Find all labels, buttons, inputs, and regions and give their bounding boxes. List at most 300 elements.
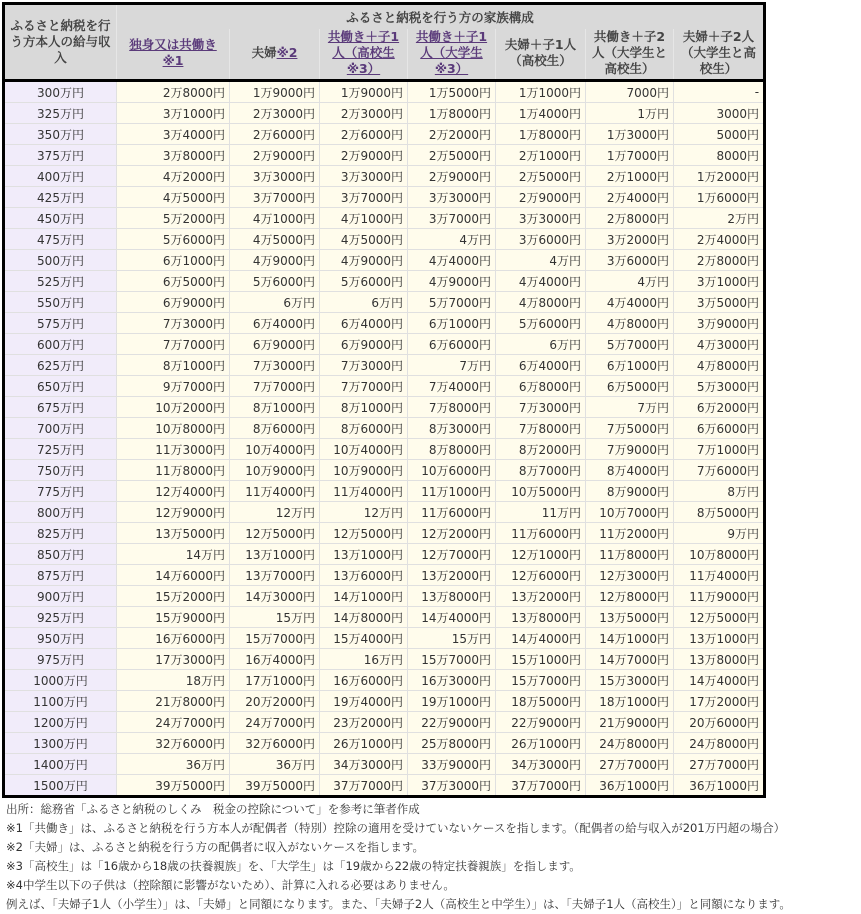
income-cell: 500万円 [4, 250, 117, 271]
table-row [4, 208, 765, 229]
income-cell: 550万円 [4, 292, 117, 313]
deduction-limit-cell: 2万9000円 [496, 187, 586, 208]
table-row [4, 271, 765, 292]
deduction-limit-cell: 11万2000円 [586, 523, 674, 544]
column-header-label: 夫婦＋子1人（高校生） [504, 37, 577, 68]
column-header-3 [408, 29, 496, 81]
deduction-limit-cell: 4万1000円 [320, 208, 408, 229]
deduction-limit-cell: 3万3000円 [496, 208, 586, 229]
deduction-limit-cell: 5万6000円 [496, 313, 586, 334]
deduction-limit-cell: 13万1000円 [674, 628, 765, 649]
deduction-limit-cell: 1万8000円 [408, 103, 496, 124]
deduction-limit-cell: 7万5000円 [586, 418, 674, 439]
deduction-limit-cell: 7万7000円 [117, 334, 230, 355]
deduction-limit-cell: 2万8000円 [674, 250, 765, 271]
table-row [4, 754, 765, 775]
table-header [4, 4, 765, 81]
deduction-limit-cell: 6万円 [496, 334, 586, 355]
column-header-label: 夫婦＋子2人（大学生と高校生） [681, 29, 757, 76]
table-row [4, 502, 765, 523]
deduction-limit-cell: 5万6000円 [230, 271, 320, 292]
deduction-limit-cell: 18万5000円 [496, 691, 586, 712]
deduction-limit-cell: 8万1000円 [320, 397, 408, 418]
deduction-limit-cell: 14万1000円 [320, 586, 408, 607]
table-row [4, 334, 765, 355]
deduction-limit-cell: 1万7000円 [586, 145, 674, 166]
deduction-limit-cell: 5万2000円 [117, 208, 230, 229]
deduction-limit-cell: 36万1000円 [586, 775, 674, 797]
deduction-limit-cell: 4万円 [586, 271, 674, 292]
deduction-limit-cell: 4万9000円 [320, 250, 408, 271]
deduction-limit-cell: 11万8000円 [117, 460, 230, 481]
deduction-limit-cell: 15万3000円 [586, 670, 674, 691]
deduction-limit-cell: 1万5000円 [408, 81, 496, 103]
deduction-limit-cell: 16万円 [320, 649, 408, 670]
column-header-label: 夫婦 [251, 45, 277, 60]
footnote-ref: ※1 [162, 53, 184, 68]
deduction-limit-cell: 7万7000円 [320, 376, 408, 397]
deduction-limit-cell: 1万9000円 [320, 81, 408, 103]
deduction-limit-cell: 8万7000円 [496, 460, 586, 481]
table-row [4, 124, 765, 145]
deduction-limit-cell: 7万8000円 [408, 397, 496, 418]
table-row [4, 355, 765, 376]
deduction-limit-cell: 16万6000円 [320, 670, 408, 691]
deduction-limit-cell: 1万4000円 [496, 103, 586, 124]
deduction-limit-cell: 6万6000円 [408, 334, 496, 355]
deduction-limit-cell: 11万4000円 [320, 481, 408, 502]
deduction-limit-cell: 1万6000円 [674, 187, 765, 208]
deduction-limit-cell: 8万円 [674, 481, 765, 502]
deduction-limit-cell: 26万1000円 [496, 733, 586, 754]
deduction-limit-cell: 2万9000円 [230, 145, 320, 166]
column-header-label: 共働き＋子1人（大学生 [415, 29, 488, 60]
deduction-limit-cell: 3万3000円 [408, 187, 496, 208]
deduction-limit-cell: 3000円 [674, 103, 765, 124]
income-cell: 425万円 [4, 187, 117, 208]
deduction-limit-cell: 16万3000円 [408, 670, 496, 691]
deduction-limit-cell: 7万6000円 [674, 460, 765, 481]
deduction-limit-cell: 3万1000円 [117, 103, 230, 124]
deduction-limit-cell: 6万5000円 [586, 376, 674, 397]
deduction-limit-cell: 2万2000円 [408, 124, 496, 145]
table-row [4, 712, 765, 733]
deduction-limit-cell: 15万4000円 [320, 628, 408, 649]
deduction-limit-cell: 11万4000円 [674, 565, 765, 586]
deduction-limit-cell: 4万5000円 [230, 229, 320, 250]
table-row [4, 628, 765, 649]
deduction-limit-cell: 4万5000円 [320, 229, 408, 250]
table-row [4, 145, 765, 166]
income-cell: 1500万円 [4, 775, 117, 797]
table-row [4, 481, 765, 502]
deduction-limit-cell: 23万2000円 [320, 712, 408, 733]
deduction-limit-cell: 18万1000円 [586, 691, 674, 712]
deduction-limit-cell: 5万6000円 [320, 271, 408, 292]
deduction-limit-cell: 15万7000円 [496, 670, 586, 691]
income-cell: 1200万円 [4, 712, 117, 733]
footnote-ref: ※3） [434, 61, 469, 76]
deduction-limit-cell: 8万4000円 [586, 460, 674, 481]
deduction-limit-cell: 33万9000円 [408, 754, 496, 775]
income-cell: 675万円 [4, 397, 117, 418]
deduction-limit-cell: 18万円 [117, 670, 230, 691]
table-row [4, 292, 765, 313]
income-cell: 750万円 [4, 460, 117, 481]
deduction-limit-cell: 13万1000円 [320, 544, 408, 565]
deduction-limit-cell: 11万9000円 [674, 586, 765, 607]
deduction-limit-cell: 10万5000円 [496, 481, 586, 502]
deduction-limit-cell: 10万8000円 [117, 418, 230, 439]
table-row [4, 250, 765, 271]
deduction-limit-cell: 14万7000円 [586, 649, 674, 670]
deduction-limit-cell: 3万2000円 [586, 229, 674, 250]
income-cell: 975万円 [4, 649, 117, 670]
deduction-limit-cell: 7万3000円 [230, 355, 320, 376]
deduction-limit-cell: 3万7000円 [320, 187, 408, 208]
income-cell: 1000万円 [4, 670, 117, 691]
deduction-limit-cell: 14万4000円 [408, 607, 496, 628]
deduction-limit-cell: 6万円 [320, 292, 408, 313]
deduction-limit-cell: 4万2000円 [117, 166, 230, 187]
deduction-limit-cell: 37万7000円 [320, 775, 408, 797]
deduction-limit-cell: 11万3000円 [117, 439, 230, 460]
deduction-limit-cell: 11万6000円 [408, 502, 496, 523]
deduction-limit-cell: 3万7000円 [230, 187, 320, 208]
deduction-limit-cell: 3万3000円 [230, 166, 320, 187]
deduction-limit-cell: 2万3000円 [320, 103, 408, 124]
deduction-limit-cell: 12万3000円 [586, 565, 674, 586]
furusato-deduction-table [2, 2, 766, 798]
deduction-limit-cell: 5万7000円 [586, 334, 674, 355]
deduction-limit-cell: 1万8000円 [496, 124, 586, 145]
deduction-limit-cell: 2万9000円 [408, 166, 496, 187]
deduction-limit-cell: 3万7000円 [408, 208, 496, 229]
income-cell: 525万円 [4, 271, 117, 292]
footnote: 例えば、「夫婦子1人（小学生）」は、「夫婦」と同額になります。また、「夫婦子2人（高校生と中学生）」は、「夫婦子1人（高校生）」と同額になります。 [6, 897, 791, 911]
deduction-limit-cell: 9万7000円 [117, 376, 230, 397]
deduction-limit-cell: 6万4000円 [320, 313, 408, 334]
column-header-4 [496, 29, 586, 81]
deduction-limit-cell: 36万円 [230, 754, 320, 775]
deduction-limit-cell: 22万9000円 [496, 712, 586, 733]
income-cell: 1400万円 [4, 754, 117, 775]
table-row [4, 733, 765, 754]
column-header-2 [320, 29, 408, 81]
deduction-limit-cell: 6万1000円 [117, 250, 230, 271]
deduction-limit-cell: 10万4000円 [320, 439, 408, 460]
deduction-limit-cell: 7万3000円 [320, 355, 408, 376]
deduction-limit-cell: 17万2000円 [674, 691, 765, 712]
deduction-limit-cell: 2万1000円 [586, 166, 674, 187]
deduction-limit-cell: 12万1000円 [496, 544, 586, 565]
deduction-limit-cell: 15万円 [230, 607, 320, 628]
deduction-limit-cell: 24万8000円 [674, 733, 765, 754]
deduction-limit-cell: - [674, 81, 765, 103]
deduction-limit-cell: 6万8000円 [496, 376, 586, 397]
deduction-limit-cell: 7万4000円 [408, 376, 496, 397]
deduction-limit-cell: 3万9000円 [674, 313, 765, 334]
deduction-limit-cell: 15万9000円 [117, 607, 230, 628]
deduction-limit-cell: 13万5000円 [117, 523, 230, 544]
footnote: ※3「高校生」は「16歳から18歳の扶養親族」を、「大学生」は「19歳から22歳の特定扶養親族」を指します。 [6, 859, 581, 873]
income-cell: 950万円 [4, 628, 117, 649]
table-row [4, 544, 765, 565]
deduction-limit-cell: 10万9000円 [230, 460, 320, 481]
deduction-limit-cell: 25万8000円 [408, 733, 496, 754]
deduction-limit-cell: 4万8000円 [586, 313, 674, 334]
deduction-limit-cell: 3万4000円 [117, 124, 230, 145]
deduction-limit-cell: 21万8000円 [117, 691, 230, 712]
deduction-limit-cell: 21万9000円 [586, 712, 674, 733]
income-cell: 800万円 [4, 502, 117, 523]
deduction-limit-cell: 10万6000円 [408, 460, 496, 481]
income-cell: 700万円 [4, 418, 117, 439]
deduction-limit-cell: 8万6000円 [320, 418, 408, 439]
deduction-limit-cell: 34万3000円 [320, 754, 408, 775]
deduction-limit-cell: 16万6000円 [117, 628, 230, 649]
income-cell: 900万円 [4, 586, 117, 607]
deduction-limit-cell: 6万6000円 [674, 418, 765, 439]
deduction-limit-cell: 6万1000円 [586, 355, 674, 376]
deduction-limit-cell: 12万2000円 [408, 523, 496, 544]
deduction-limit-cell: 8万5000円 [674, 502, 765, 523]
deduction-limit-cell: 12万5000円 [320, 523, 408, 544]
deduction-limit-cell: 24万7000円 [230, 712, 320, 733]
deduction-limit-cell: 3万5000円 [674, 292, 765, 313]
deduction-limit-cell: 22万9000円 [408, 712, 496, 733]
income-cell: 325万円 [4, 103, 117, 124]
deduction-limit-cell: 36万1000円 [674, 775, 765, 797]
column-header-1 [230, 29, 320, 81]
table-row [4, 586, 765, 607]
deduction-limit-cell: 15万2000円 [117, 586, 230, 607]
deduction-limit-cell: 14万8000円 [320, 607, 408, 628]
source-note: 出所：総務省「ふるさと納税のしくみ 税金の控除について」を参考に筆者作成 [6, 802, 420, 816]
table-row [4, 229, 765, 250]
column-header-link[interactable] [328, 29, 399, 76]
deduction-limit-cell: 13万5000円 [586, 607, 674, 628]
column-header-0 [117, 29, 230, 81]
footnote-ref: ※3） [346, 61, 381, 76]
deduction-limit-cell: 10万2000円 [117, 397, 230, 418]
deduction-limit-cell: 4万9000円 [408, 271, 496, 292]
deduction-limit-cell: 2万3000円 [230, 103, 320, 124]
footnotes [2, 800, 861, 914]
income-cell: 1300万円 [4, 733, 117, 754]
deduction-limit-cell: 15万1000円 [496, 649, 586, 670]
deduction-limit-cell: 4万4000円 [408, 250, 496, 271]
income-cell: 825万円 [4, 523, 117, 544]
deduction-limit-cell: 1万3000円 [586, 124, 674, 145]
family-structure-header: ふるさと納税を行う方の家族構成 [117, 4, 765, 30]
column-header-link[interactable] [416, 29, 487, 76]
deduction-limit-cell: 13万8000円 [496, 607, 586, 628]
deduction-limit-cell: 20万6000円 [674, 712, 765, 733]
deduction-limit-cell: 3万8000円 [117, 145, 230, 166]
deduction-limit-cell: 7万7000円 [230, 376, 320, 397]
column-header-6 [674, 29, 765, 81]
income-cell: 850万円 [4, 544, 117, 565]
deduction-limit-cell: 13万2000円 [408, 565, 496, 586]
deduction-limit-cell: 13万8000円 [674, 649, 765, 670]
income-cell: 725万円 [4, 439, 117, 460]
deduction-limit-cell: 7万円 [408, 355, 496, 376]
deduction-limit-cell: 7万8000円 [496, 418, 586, 439]
deduction-limit-cell: 4万8000円 [496, 292, 586, 313]
deduction-limit-cell: 1万9000円 [230, 81, 320, 103]
deduction-limit-cell: 6万1000円 [408, 313, 496, 334]
deduction-limit-cell: 3万3000円 [320, 166, 408, 187]
deduction-limit-cell: 13万8000円 [408, 586, 496, 607]
deduction-limit-cell: 12万8000円 [586, 586, 674, 607]
table-row [4, 397, 765, 418]
table-row [4, 670, 765, 691]
deduction-limit-cell: 19万1000円 [408, 691, 496, 712]
deduction-limit-cell: 27万7000円 [674, 754, 765, 775]
deduction-limit-cell: 2万9000円 [320, 145, 408, 166]
deduction-limit-cell: 26万1000円 [320, 733, 408, 754]
deduction-limit-cell: 9万円 [674, 523, 765, 544]
table-row [4, 166, 765, 187]
table-row [4, 691, 765, 712]
deduction-limit-cell: 2万5000円 [496, 166, 586, 187]
deduction-limit-cell: 13万7000円 [230, 565, 320, 586]
deduction-limit-cell: 37万7000円 [496, 775, 586, 797]
deduction-limit-cell: 13万6000円 [320, 565, 408, 586]
deduction-limit-cell: 5万7000円 [408, 292, 496, 313]
deduction-limit-cell: 6万4000円 [496, 355, 586, 376]
deduction-limit-cell: 4万8000円 [674, 355, 765, 376]
deduction-limit-cell: 7万9000円 [586, 439, 674, 460]
deduction-limit-cell: 2万4000円 [674, 229, 765, 250]
column-header-link[interactable] [129, 37, 217, 68]
deduction-limit-cell: 4万円 [496, 250, 586, 271]
income-cell: 575万円 [4, 313, 117, 334]
deduction-limit-cell: 13万1000円 [230, 544, 320, 565]
deduction-limit-cell: 39万5000円 [230, 775, 320, 797]
column-header-label: 共働き＋子1人（高校生 [327, 29, 400, 60]
deduction-limit-cell: 37万3000円 [408, 775, 496, 797]
footnote: ※4中学生以下の子供は（控除額に影響がないため）、計算に入れる必要はありません。 [6, 878, 455, 892]
deduction-limit-cell: 5000円 [674, 124, 765, 145]
income-cell: 600万円 [4, 334, 117, 355]
deduction-limit-cell: 39万5000円 [117, 775, 230, 797]
deduction-limit-cell: 4万円 [408, 229, 496, 250]
deduction-limit-cell: 2万6000円 [320, 124, 408, 145]
deduction-limit-cell: 2万4000円 [586, 187, 674, 208]
table-row [4, 81, 765, 103]
deduction-limit-cell: 7万円 [586, 397, 674, 418]
deduction-limit-cell: 12万5000円 [674, 607, 765, 628]
table-body [4, 81, 765, 797]
deduction-limit-cell: 12万5000円 [230, 523, 320, 544]
deduction-limit-cell: 14万6000円 [117, 565, 230, 586]
deduction-limit-cell: 8万1000円 [230, 397, 320, 418]
deduction-limit-cell: 7000円 [586, 81, 674, 103]
deduction-limit-cell: 11万4000円 [230, 481, 320, 502]
income-cell: 650万円 [4, 376, 117, 397]
deduction-limit-cell: 10万4000円 [230, 439, 320, 460]
deduction-limit-cell: 3万1000円 [674, 271, 765, 292]
deduction-limit-cell: 1万円 [586, 103, 674, 124]
footnote: ※1「共働き」は、ふるさと納税を行う方本人が配偶者（特別）控除の適用を受けていないケースを指します。（配偶者の給与収入が201万円超の場合） [6, 821, 786, 835]
deduction-limit-cell: 17万3000円 [117, 649, 230, 670]
deduction-limit-cell: 15万円 [408, 628, 496, 649]
income-cell: 350万円 [4, 124, 117, 145]
deduction-limit-cell: 6万2000円 [674, 397, 765, 418]
income-cell: 450万円 [4, 208, 117, 229]
deduction-limit-cell: 3万6000円 [496, 229, 586, 250]
deduction-limit-cell: 14万4000円 [496, 628, 586, 649]
income-cell: 625万円 [4, 355, 117, 376]
deduction-limit-cell: 6万5000円 [117, 271, 230, 292]
deduction-limit-cell: 4万4000円 [586, 292, 674, 313]
income-column-header [4, 4, 117, 81]
deduction-limit-cell: 6万円 [230, 292, 320, 313]
column-header-label: 独身又は共働き [129, 37, 217, 52]
column-header-5 [586, 29, 674, 81]
deduction-limit-cell: 2万8000円 [586, 208, 674, 229]
deduction-limit-cell: 8000円 [674, 145, 765, 166]
deduction-limit-cell: 34万3000円 [496, 754, 586, 775]
table-row [4, 607, 765, 628]
table-row [4, 313, 765, 334]
income-cell: 775万円 [4, 481, 117, 502]
deduction-limit-cell: 15万7000円 [230, 628, 320, 649]
income-column-header-text: ふるさと納税を行う方本人の給与収入 [10, 18, 111, 65]
deduction-limit-cell: 4万5000円 [117, 187, 230, 208]
deduction-limit-cell: 10万8000円 [674, 544, 765, 565]
deduction-limit-cell: 12万4000円 [117, 481, 230, 502]
income-cell: 300万円 [4, 81, 117, 103]
deduction-limit-cell: 8万6000円 [230, 418, 320, 439]
deduction-limit-cell: 13万2000円 [496, 586, 586, 607]
deduction-limit-cell: 4万3000円 [674, 334, 765, 355]
deduction-limit-cell: 2万6000円 [230, 124, 320, 145]
income-cell: 875万円 [4, 565, 117, 586]
income-cell: 1100万円 [4, 691, 117, 712]
footnote-link[interactable]: ※2 [276, 45, 298, 60]
table-row [4, 187, 765, 208]
deduction-limit-cell: 24万8000円 [586, 733, 674, 754]
table-row [4, 523, 765, 544]
deduction-limit-cell: 5万6000円 [117, 229, 230, 250]
deduction-limit-cell: 10万9000円 [320, 460, 408, 481]
deduction-limit-cell: 4万4000円 [496, 271, 586, 292]
deduction-limit-cell: 12万7000円 [408, 544, 496, 565]
footnote: ※2「夫婦」は、ふるさと納税を行う方の配偶者に収入がないケースを指します。 [6, 840, 424, 854]
deduction-limit-cell: 14万1000円 [586, 628, 674, 649]
deduction-limit-cell: 8万2000円 [496, 439, 586, 460]
deduction-limit-cell: 17万1000円 [230, 670, 320, 691]
deduction-limit-cell: 11万8000円 [586, 544, 674, 565]
deduction-limit-cell: 24万7000円 [117, 712, 230, 733]
table-row [4, 418, 765, 439]
table-row [4, 376, 765, 397]
deduction-limit-cell: 6万9000円 [320, 334, 408, 355]
deduction-limit-cell: 15万7000円 [408, 649, 496, 670]
deduction-limit-cell: 27万7000円 [586, 754, 674, 775]
deduction-limit-cell: 2万5000円 [408, 145, 496, 166]
deduction-limit-cell: 11万円 [496, 502, 586, 523]
deduction-limit-cell: 14万3000円 [230, 586, 320, 607]
deduction-limit-cell: 7万3000円 [496, 397, 586, 418]
income-cell: 400万円 [4, 166, 117, 187]
deduction-limit-cell: 32万6000円 [117, 733, 230, 754]
deduction-limit-cell: 11万6000円 [496, 523, 586, 544]
deduction-limit-cell: 11万1000円 [408, 481, 496, 502]
